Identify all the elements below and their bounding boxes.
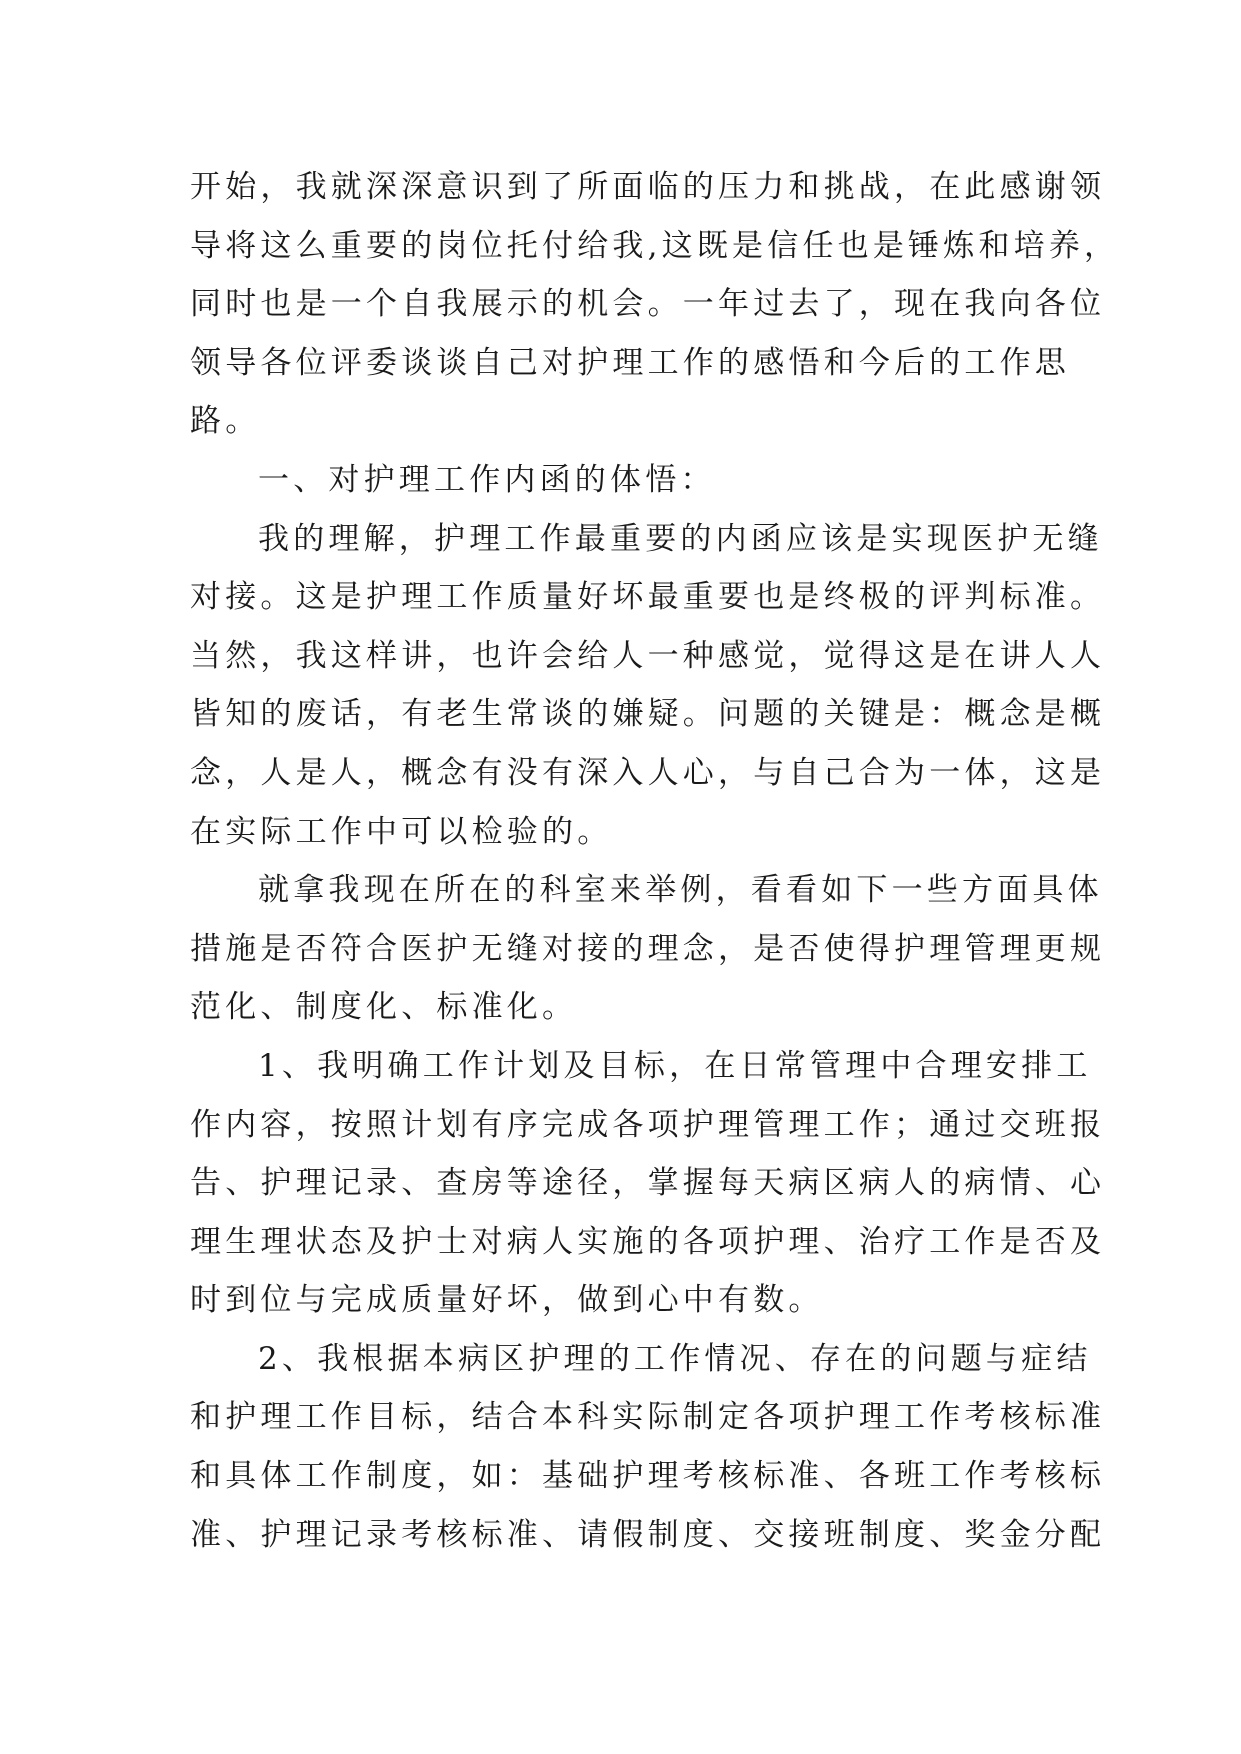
- text-line: 我的理解，护理工作最重要的内函应该是实现医护无缝: [258, 520, 1103, 557]
- text-line: 就拿我现在所在的科室来举例，看看如下一些方面具体: [258, 872, 1103, 909]
- text-line: 和护理工作目标，结合本科实际制定各项护理工作考核标准: [190, 1399, 1106, 1436]
- text-line: 作内容，按照计划有序完成各项护理管理工作；通过交班报: [190, 1106, 1106, 1143]
- text-line: 时到位与完成质量好坏，做到心中有数。: [190, 1282, 824, 1319]
- body-text: [190, 158, 1120, 1564]
- text-line: 在实际工作中可以检验的。: [190, 813, 613, 850]
- text-line: 当然，我这样讲，也许会给人一种感觉，觉得这是在讲人人: [190, 637, 1106, 674]
- text-line: 措施是否符合医护无缝对接的理念，是否使得护理管理更规: [190, 930, 1106, 967]
- text-line: 理生理状态及护士对病人实施的各项护理、治疗工作是否及: [190, 1223, 1106, 1260]
- text-line: 导将这么重要的岗位托付给我,这既是信任也是锤炼和培养，: [190, 227, 1120, 264]
- text-line: 和具体工作制度，如：基础护理考核标准、各班工作考核标: [190, 1458, 1106, 1495]
- text-line: 同时也是一个自我展示的机会。一年过去了，现在我向各位: [190, 286, 1106, 323]
- section-heading: 一、对护理工作内函的体悟：: [258, 461, 716, 498]
- text-line: 皆知的废话，有老生常谈的嫌疑。问题的关键是：概念是概: [190, 696, 1106, 733]
- text-line: 准、护理记录考核标准、请假制度、交接班制度、奖金分配: [190, 1516, 1106, 1553]
- text-line: 范化、制度化、标准化。: [190, 989, 578, 1026]
- text-line: 路。: [190, 403, 261, 440]
- text-line: 对接。这是护理工作质量好坏最重要也是终极的评判标准。: [190, 579, 1106, 616]
- text-line: 开始，我就深深意识到了所面临的压力和挑战，在此感谢领: [190, 169, 1106, 205]
- text-line: 1、我明确工作计划及目标，在日常管理中合理安排工: [258, 1047, 1092, 1084]
- text-line: 告、护理记录、查房等途径，掌握每天病区病人的病情、心: [190, 1165, 1106, 1202]
- text-line: 领导各位评委谈谈自己对护理工作的感悟和今后的工作思: [190, 344, 1070, 381]
- text-line: 念，人是人，概念有没有深入人心，与自己合为一体，这是: [190, 754, 1106, 791]
- text-line: 2、我根据本病区护理的工作情况、存在的问题与症结: [258, 1340, 1092, 1377]
